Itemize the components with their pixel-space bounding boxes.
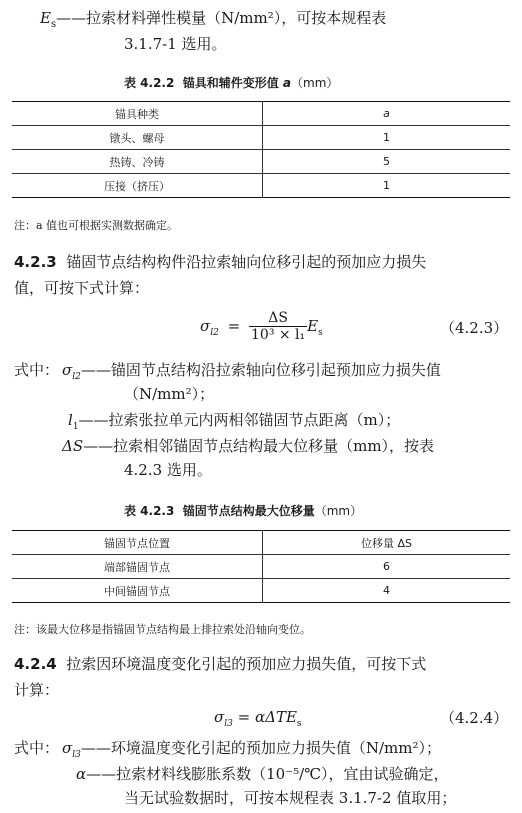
table-row — [12, 555, 510, 579]
definition-item-cont: （N/mm²）； — [124, 385, 215, 403]
formula: $\sigma_{l3} = \alpha\Delta TE_s$ — [214, 708, 302, 729]
table-header-row — [12, 531, 510, 555]
def-es-line2: 3.1.7-1 选用。 — [124, 35, 227, 53]
section-number: 4.2.4 — [14, 655, 57, 673]
table-cell: 1 — [263, 126, 511, 150]
definition-item-cont: 4.2.3 选用。 — [124, 461, 212, 479]
table-caption: 表 4.2.3 锚固节点结构最大位移量（mm） — [124, 504, 363, 518]
section-heading: 4.2.4 拉索因环境温度变化引起的预加应力损失值，可按下式 — [14, 655, 427, 673]
table-cell: 镦头、螺母 — [12, 126, 263, 150]
table-cell: 热铸、冷铸 — [12, 150, 263, 174]
formula-number: （4.2.3） — [440, 319, 509, 337]
table-caption: 表 4.2.2 锚具和辅件变形值 a（mm） — [124, 76, 339, 90]
definition-item: α——拉索材料线膨胀系数（10⁻⁵/℃），宜由试验确定， — [76, 765, 449, 783]
table-row — [12, 126, 510, 150]
definition-item: $\sigma_{l3}——$环境温度变化引起的预加应力损失值（N/mm²）； — [62, 739, 442, 760]
formula-number: （4.2.4） — [440, 709, 509, 727]
symbol: E — [40, 9, 51, 27]
table-note: 注：该最大位移是指锚固节点结构最上排拉索处沿轴向变位。 — [14, 623, 311, 636]
table-row — [12, 174, 510, 198]
table-cell: 5 — [263, 150, 511, 174]
section-number: 4.2.3 — [14, 253, 57, 271]
table-cell: 压接（挤压） — [12, 174, 263, 198]
table-cell: 1 — [263, 174, 511, 198]
table-cell: 4 — [263, 579, 511, 603]
fraction: $\frac{\Delta S}{\text{10³ × l₁}}$ — [251, 310, 306, 343]
definition-item-cont: 当无试验数据时，可按本规程表 3.1.7-2 值取用； — [124, 789, 457, 807]
table-header-cell: 位移量 ΔS — [263, 531, 511, 555]
definition-item: ΔS——拉索相邻锚固节点结构最大位移量（mm），按表 — [62, 437, 435, 455]
table-header-cell: 锚固节点位置 — [12, 531, 263, 555]
section-text: 值，可按下式计算： — [14, 279, 150, 297]
anchor-deformation-table — [12, 101, 510, 198]
table-row — [12, 579, 510, 603]
definition-text: 拉索材料弹性模量（N/mm²），可按本规程表 — [86, 9, 387, 27]
table-note: 注：a 值也可根据实测数据确定。 — [14, 219, 179, 232]
table-cell: 中间锚固节点 — [12, 579, 263, 603]
table-header-cell: 锚具种类 — [12, 102, 263, 126]
table-cell: 端部锚固节点 — [12, 555, 263, 579]
where-label: 式中： — [14, 361, 60, 379]
section-text: 计算： — [14, 681, 60, 699]
anchor-displacement-table — [12, 530, 510, 603]
formula: $\sigma_{l2}$ = $\frac{\Delta S}{\text{10³ × l₁}}$ $E_s$ — [200, 310, 323, 343]
table-header-row — [12, 102, 510, 126]
def-es-line1: $E_s——$拉索材料弹性模量（N/mm²），可按本规程表 — [40, 9, 387, 30]
section-heading: 4.2.3 锚固节点结构构件沿拉索轴向位移引起的预加应力损失 — [14, 253, 427, 271]
definition-item: $\sigma_{l2}——$锚固节点结构沿拉索轴向位移引起预加应力损失值 — [62, 361, 441, 382]
table-cell: 6 — [263, 555, 511, 579]
table-header-cell: a — [263, 102, 511, 126]
where-label: 式中： — [14, 739, 60, 757]
table-row — [12, 150, 510, 174]
definition-item: $l_1——$拉索张拉单元内两相邻锚固节点距离（m）； — [68, 411, 401, 432]
